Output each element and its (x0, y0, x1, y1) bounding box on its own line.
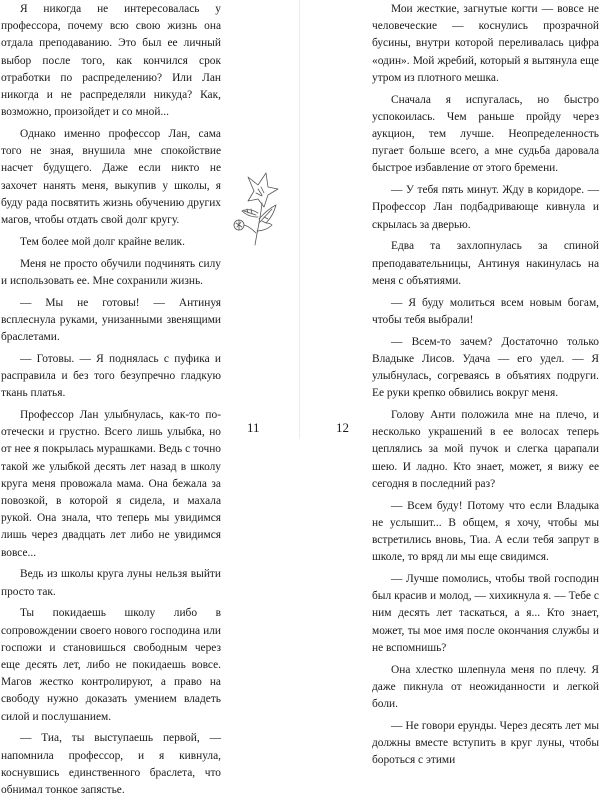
paragraph: — Готовы. — Я поднялась с пуфика и расправила и без того безупречно гладкую ткань платья. (1, 352, 221, 400)
paragraph: Однако именно профессор Лан, сама того не зная, внушила мне спокойствие насчет будущего. Даже если никто не захочет нанять меня, выкупив у школы, я буду рада посвятить жизнь обучению других магов, чтобы отдать свой долг кругу. (1, 128, 221, 227)
paragraph: Профессор Лан улыбнулась, как-то по-отечески и грустно. Всего лишь улыбка, но от нее я покрылась мурашками. Ведь с точно такой же улыбкой десять лет назад в школу круга меня провожала мама. Она бежала за повозкой, в которой я сидела, и махала рукой. Она знала, что теперь мы увидимся лишь через двадцать лет либо не увидимся вовсе... (1, 409, 221, 559)
paragraph: — Всем-то зачем? Достаточно только Владыке Лисов. Удача — его удел. — Я улыбнулась, согреваясь в объятиях подруги. Ее руки крепко обвились вокруг меня. (372, 335, 599, 400)
paragraph: — У тебя пять минут. Жду в коридоре. — Профессор Лан подбадривающе кивнула и скрылась за дверью. (372, 184, 599, 231)
paragraph: Ты покидаешь школу либо в сопровождении своего нового господина или госпожи и становишься свободным через еще десять лет, либо не покидаешь вовсе. Магов жестко контролируют, а право на свободу нужно доказать умением владеть силой и послушанием. (1, 607, 221, 723)
page-number: 12 (336, 420, 349, 435)
paragraph: Я никогда не интересовалась у профессора, почему всю свою жизнь она отдала преподаванию. Это был ее личный выбор после того, как кончился срок отработки по распределению? Или Лан никогда и не распределяли никуда? Как, возможно, произойдет и со мной... (1, 3, 221, 119)
paragraph: — Мы не готовы! — Антинуя всплеснула руками, унизанными звенящими браслетами. (1, 296, 221, 344)
paragraph: — Лучше помолись, чтобы твой господин был красив и молод, — хихикнула я. — Тебе с ним десять лет таскаться, а я... Кто знает, может, ты мое имя после окончания службы и не вспомнишь? (372, 573, 599, 654)
paragraph: Она хлестко шлепнула меня по плечу. Я даже пикнула от неожиданности и легкой боли. (372, 663, 599, 711)
right-page-text (372, 1, 599, 774)
paragraph: — Всем буду! Потому что если Владыка не услышит... В общем, я хочу, чтобы мы встретились вновь, Тиа. А если тебя запрут в школе, то вряд ли мы еще свидимся. (372, 499, 599, 564)
right-page (300, 0, 600, 767)
paragraph: Едва та захлопнулась за спиной преподавательницы, Антинуя накинулась на меня с объятиями. (372, 240, 599, 287)
paragraph: Сначала я испугалась, но быстро успокоилась. Чем раньше пройду через аукцион, тем лучше. Неопределенность пугает больше всего, а мне судьба даровала быстрое избавление от этого бремени. (372, 93, 599, 175)
left-page (0, 0, 299, 797)
floral-ornament-icon (228, 165, 288, 247)
paragraph: Меня не просто обучили подчинять силу и использовать ее. Мне сохранили жизнь. (1, 257, 221, 287)
paragraph: Мои жесткие, загнутые когти — вовсе не человеческие — коснулись прозрачной бусины, внутри которой переливалась цифра «один». Мой жребий, который я вытянула еще утром из плотного мешка. (372, 3, 599, 84)
paragraph: Тем более мой долг крайне велик. (20, 235, 185, 248)
paragraph: — Тиа, ты выступаешь первой, — напомнила профессор, и я кивнула, коснувшись единственного браслета, что обнимал тонкое запястье. (1, 732, 221, 797)
left-page-text (1, 1, 221, 804)
page-number: 11 (247, 420, 260, 435)
paragraph: Ведь из школы круга луны нельзя выйти просто так. (1, 568, 221, 598)
paragraph: — Я буду молиться всем новым богам, чтобы тебя выбрали! (372, 296, 599, 326)
paragraph: — Не говори ерунды. Через десять лет мы должны вместе вступить в круг луны, чтобы бороться с этими (372, 719, 599, 767)
paragraph: Голову Анти положила мне на плечо, и несколько украшений в ее волосах теперь цеплялись за мой пучок и слегка царапали шею. И ладно. Кто знает, может, я вижу ее сегодня в последний раз? (372, 409, 599, 490)
